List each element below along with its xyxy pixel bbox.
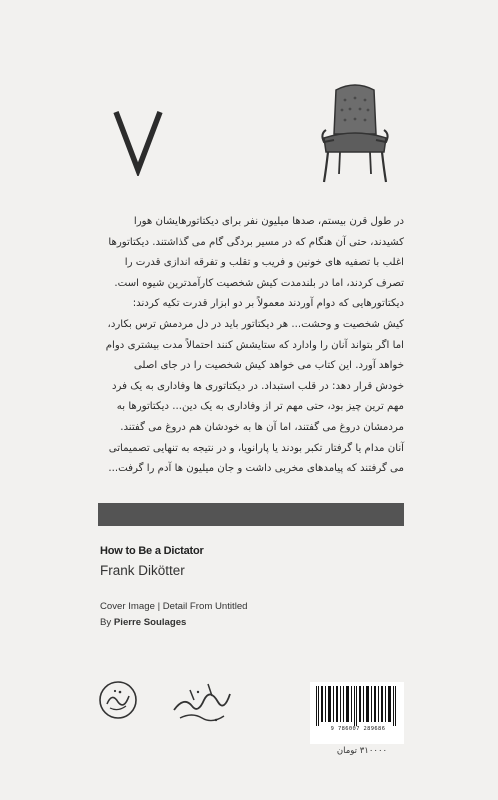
- series-number-glyph: [108, 106, 168, 176]
- synopsis-line: اما اگر بتواند آنان را وادارد که ستایشش کنند احتمالاً مدت بیشتری دوام: [105, 339, 404, 351]
- synopsis-line: تصرف کردند، اما در بلندمدت کیش شخصیت کارآمدترین شیوه است.: [114, 277, 404, 289]
- synopsis-line: آنان مدام یا گرفتار تکبر بودند یا پارانویا، و در نتیجه به تنهایی تصمیماتی: [108, 442, 404, 454]
- imprint-logo: [168, 676, 234, 726]
- artist-name: Pierre Soulages: [113, 617, 187, 628]
- barcode-bars: [310, 682, 404, 726]
- english-author: Frank Dikötter: [100, 563, 185, 578]
- barcode: [310, 682, 404, 744]
- synopsis-line: کیش شخصیت و وحشت... هر دیکتاتور باید در دل مردمش ترس بکارد،: [107, 318, 404, 330]
- synopsis-line: مردمشان دروغ می گفتند، اما آن ها به خودشان هم دروغ می گفتند.: [120, 421, 404, 433]
- artist-credit: [100, 617, 186, 628]
- armchair-illustration: [318, 82, 392, 186]
- synopsis-line: اغلب با تصفیه های خونین و فریب و تقلب و تفرقه اندازی قدرت را: [124, 257, 404, 269]
- cover-credit: Cover Image | Detail From Untitled: [100, 601, 248, 612]
- price-label: ۳۱۰۰۰۰ تومان: [336, 746, 388, 756]
- synopsis-line: کشیدند، حتی آن هنگام که در مسیر بردگی گام می گذاشتند. دیکتاتورها: [108, 236, 404, 248]
- artist-prefix: By: [100, 617, 112, 628]
- synopsis-line: دیکتاتورهایی که دوام آوردند معمولاً بر دو ابزار قدرت تکیه کردند:: [132, 298, 404, 310]
- synopsis-line: می گرفتند که پیامدهای مخربی داشت و جان میلیون ها آدم را گرفت...: [108, 463, 404, 475]
- synopsis-line: خودش قرار دهد: در قلب استبداد. در دیکتاتوری ها وفاداری به یک فرد: [111, 380, 404, 392]
- synopsis-line: خواهد آورد. این کتاب می خواهد کیش شخصیت را در جای اصلی: [133, 360, 404, 372]
- barcode-number: 9 786007 289686: [330, 726, 386, 732]
- publisher-logo: [98, 680, 138, 720]
- synopsis-line: در طول قرن بیستم، صدها میلیون نفر برای دیکتاتورهایشان هورا: [133, 216, 404, 227]
- synopsis-line: مهم ترین چیز بود، حتی مهم تر از وفاداری به یک دین... دیکتاتورها به: [116, 401, 404, 413]
- english-title: How to Be a Dictator: [100, 545, 204, 557]
- divider-bar: [98, 503, 404, 526]
- synopsis-text: [98, 212, 404, 480]
